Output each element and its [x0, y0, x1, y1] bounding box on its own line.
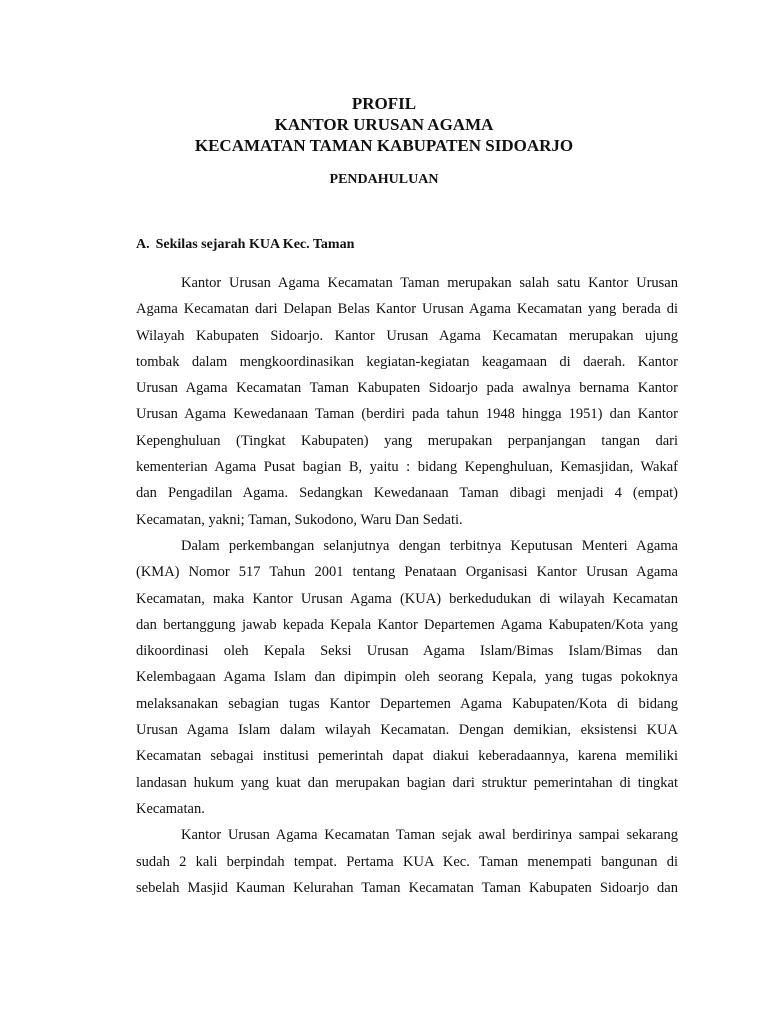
document-body	[136, 270, 678, 901]
paragraph-line: Kecamatan, yakni; Taman, Sukodono, Waru Dan Sedati.	[136, 511, 463, 528]
paragraph-line: dan Pengadilan Agama. Sedangkan Kewedanaan Taman dibagi menjadi 4 (empat)	[136, 485, 678, 502]
paragraph-line: (KMA) Nomor 517 Tahun 2001 tentang Penataan Organisasi Kantor Urusan Agama	[136, 564, 678, 581]
paragraph-line: Wilayah Kabupaten Sidoarjo. Kantor Urusan Agama Kecamatan merupakan ujung	[136, 327, 678, 344]
paragraph-3	[136, 822, 678, 901]
paragraph-line: Kepenghuluan (Tingkat Kabupaten) yang merupakan perpanjangan tangan dari	[136, 432, 678, 449]
paragraph-line: dikoordinasi oleh Kepala Seksi Urusan Agama Islam/Bimas Islam/Bimas dan	[136, 643, 678, 660]
paragraph-line: Kantor Urusan Agama Kecamatan Taman sejak awal berdirinya sampai sekarang	[181, 827, 678, 844]
paragraph-2	[136, 533, 678, 822]
paragraph-line: Kecamatan sebagai institusi pemerintah dapat diakui keberadaannya, karena memiliki	[136, 748, 678, 765]
paragraph-line: Urusan Agama Islam dalam wilayah Kecamatan. Dengan demikian, eksistensi KUA	[136, 722, 678, 739]
paragraph-line: Kantor Urusan Agama Kecamatan Taman merupakan salah satu Kantor Urusan	[181, 275, 678, 291]
section-number: A.	[136, 237, 150, 252]
paragraph-line: tombak dalam mengkoordinasikan kegiatan-kegiatan keagamaan di daerah. Kantor	[136, 353, 678, 370]
document-title-line-2: KANTOR URUSAN AGAMA	[274, 115, 494, 134]
paragraph-line: sudah 2 kali berpindah tempat. Pertama KUA Kec. Taman menempati bangunan di	[136, 853, 678, 870]
section-heading-text: Sekilas sejarah KUA Kec. Taman	[155, 237, 355, 252]
document-title-line-1: PROFIL	[351, 94, 417, 113]
document-subtitle: PENDAHULUAN	[329, 172, 439, 187]
paragraph-line: kementerian Agama Pusat bagian B, yaitu : bidang Kepenghuluan, Kemasjidan, Wakaf	[136, 459, 678, 476]
paragraph-1	[136, 270, 678, 533]
paragraph-line: Dalam perkembangan selanjutnya dengan terbitnya Keputusan Menteri Agama	[181, 537, 678, 554]
paragraph-line: Agama Kecamatan dari Delapan Belas Kantor Urusan Agama Kecamatan yang berada di	[136, 301, 678, 318]
paragraph-line: melaksanakan sebagian tugas Kantor Departemen Agama Kabupaten/Kota di bidang	[136, 695, 678, 712]
paragraph-line: Urusan Agama Kewedanaan Taman (berdiri pada tahun 1948 hingga 1951) dan Kantor	[136, 406, 678, 423]
section-heading	[136, 237, 354, 253]
paragraph-line: landasan hukum yang kuat dan merupakan bagian dari struktur pemerintahan di tingkat	[136, 774, 678, 791]
paragraph-line: sebelah Masjid Kauman Kelurahan Taman Kecamatan Taman Kabupaten Sidoarjo dan	[136, 879, 678, 896]
paragraph-line: Urusan Agama Kecamatan Taman Kabupaten Sidoarjo pada awalnya bernama Kantor	[136, 380, 678, 397]
document-title-line-3: KECAMATAN TAMAN KABUPATEN SIDOARJO	[194, 136, 574, 155]
paragraph-line: Kelembagaan Agama Islam dan dipimpin oleh seorang Kepala, yang tugas pokoknya	[136, 669, 678, 686]
paragraph-line: Kecamatan, maka Kantor Urusan Agama (KUA) berkedudukan di wilayah Kecamatan	[136, 590, 678, 607]
paragraph-line: Kecamatan.	[136, 800, 205, 817]
paragraph-line: dan bertanggung jawab kepada Kepala Kantor Departemen Agama Kabupaten/Kota yang	[136, 616, 678, 633]
